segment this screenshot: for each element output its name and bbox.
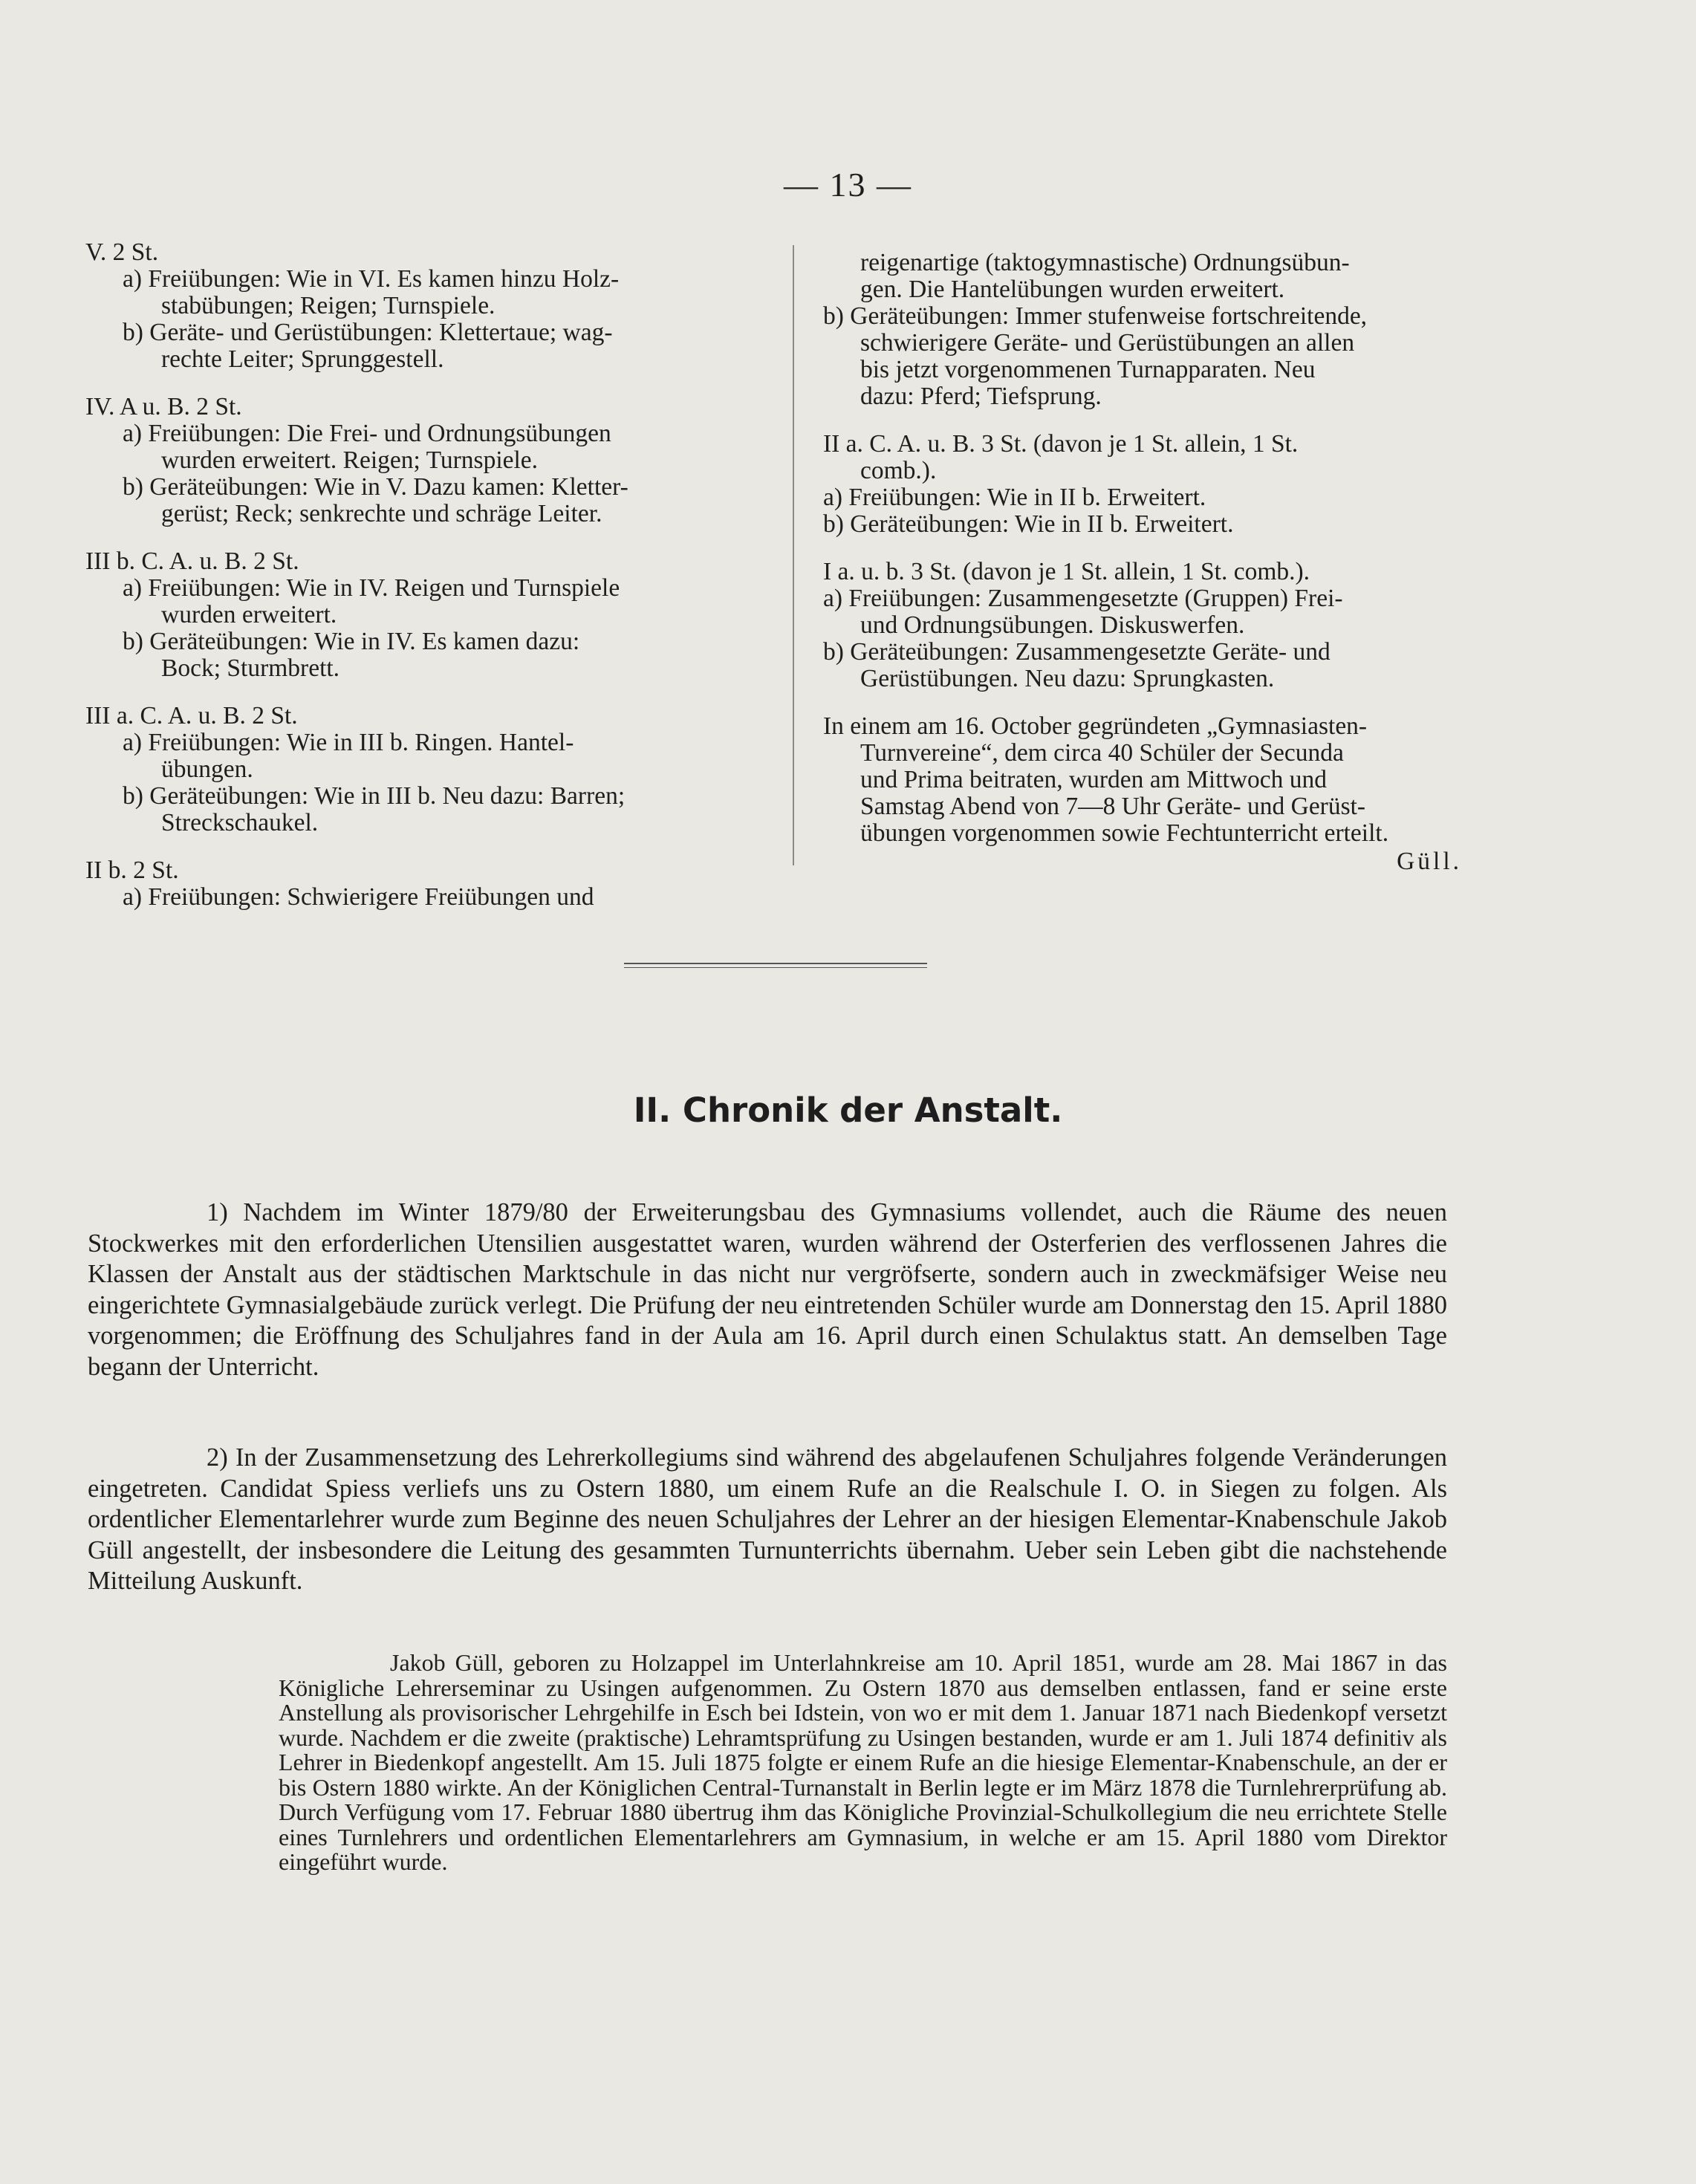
- signature: Güll.: [1397, 848, 1462, 875]
- note-line: übungen vorgenommen sowie Fechtunterricht erteilt.: [860, 819, 1389, 847]
- item-line: b) Geräteübungen: Wie in II b. Erweitert.: [823, 510, 1234, 538]
- section-heading: III b. C. A. u. B. 2 St.: [85, 547, 299, 575]
- item-line: und Ordnungsübungen. Diskuswerfen.: [860, 611, 1245, 639]
- class-section-ia: [823, 559, 1469, 692]
- note-line: Samstag Abend von 7—8 Uhr Geräte- und Gerüst-: [860, 793, 1366, 820]
- paragraph-text: 2) In der Zusammensetzung des Lehrerkollegiums sind während des abgelaufenen Schuljahres folgende Veränderungen eingetreten. Candidat Spiess verliefs uns zu Ostern 1880, um einem Rufe an die Realschule I. O. in Siegen zu folgen. Als ordentlicher Elementarlehrer wurde zum Beginne des neuen Schuljahres der Lehrer an der hiesigen Elementar-Knabenschule Jakob Güll angestellt, der insbesondere die Leitung des gesammten Turnunterrichts übernahm. Ueber sein Leben gibt die nachstehende Mitteilung Auskunft.: [88, 1443, 1447, 1595]
- note-line: und Prima beitraten, wurden am Mittwoch und: [860, 766, 1327, 793]
- item-line: b) Geräteübungen: Zusammengesetzte Geräte- und: [823, 638, 1331, 666]
- item-line: a) Freiübungen: Schwierigere Freiübungen und: [123, 883, 594, 911]
- item-line: a) Freiübungen: Wie in II b. Erweitert.: [823, 484, 1206, 511]
- chronicle-paragraph-2: [88, 1443, 1447, 1597]
- paragraph-text: 1) Nachdem im Winter 1879/80 der Erweiterungsbau des Gymnasiums vollendet, auch die Räume des neuen Stockwerkes mit den erforderlichen Utensilien ausgestattet waren, wurden während der Osterferien des verflossenen Jahres die Klassen der Anstalt aus der städtischen Marktschule in das nicht nur vergröfserte, sondern auch in zweckmäfsiger Weise neu eingerichtete Gymnasialgebäude zurück verlegt. Die Prüfung der neu eintretenden Schüler wurde am Donnerstag den 15. April 1880 vorgenommen; die Eröffnung des Schuljahres fand in der Aula am 16. April durch einen Schulaktus statt. An demselben Tage begann der Unterricht.: [88, 1198, 1447, 1381]
- note-line: Turnvereine“, dem circa 40 Schüler der Secunda: [860, 739, 1344, 767]
- item-line: rechte Leiter; Sprunggestell.: [161, 345, 444, 373]
- item-line: a) Freiübungen: Wie in IV. Reigen und Turnspiele: [123, 574, 620, 602]
- item-line: Gerüstübungen. Neu dazu: Sprungkasten.: [860, 665, 1275, 692]
- continuation-block: [823, 250, 1469, 410]
- section-heading: IV. A u. B. 2 St.: [85, 393, 242, 420]
- item-line: a) Freiübungen: Zusammengesetzte (Gruppen) Frei-: [823, 585, 1343, 612]
- item-line: gerüst; Reck; senkrechte und schräge Leiter.: [161, 500, 602, 527]
- item-line: reigenartige (taktogymnastische) Ordnungsübun-: [860, 249, 1350, 276]
- item-line: gen. Die Hantelübungen wurden erweitert.: [860, 276, 1285, 303]
- biography-paragraph: Jakob Güll, geboren zu Holzappel im Unterlahnkreise am 10. April 1851, wurde am 28. Mai 1867 in das Königliche Lehrerseminar zu Usingen aufgenommen. Zu Ostern 1870 aus demselben entlassen, fand er seine erste Anstellung als provisorischer Lehrgehilfe in Esch bei Idstein, von wo er mit dem 1. Januar 1871 nach Biedenkopf versetzt wurde. Nachdem er die zweite (praktische) Lehramtsprüfung zu Usingen bestanden, wurde er am 1. Juli 1874 definitiv als Lehrer in Biedenkopf angestellt. Am 15. Juli 1875 folgte er einem Rufe an die hiesige Elementar-Knabenschule, an der er bis Ostern 1880 wirkte. An der Königlichen Central-Turnanstalt in Berlin legte er im März 1878 die Turnlehrerprüfung ab. Durch Verfügung vom 17. Februar 1880 übertrug ihm das Königliche Provinzial-Schulkollegium die neu errichtete Stelle eines Turnlehrers und ordentlichen Elementarlehrers am Gymnasium, in welche er am 15. April 1880 vom Direktor eingeführt wurde.: [279, 1649, 1447, 1875]
- page-number: — 13 —: [784, 166, 912, 204]
- separator-rule-thin: [624, 967, 927, 968]
- left-column: [85, 239, 769, 932]
- item-line: a) Freiübungen: Die Frei- und Ordnungsübungen: [123, 420, 611, 447]
- item-line: bis jetzt vorgenommenen Turnapparaten. Neu: [860, 356, 1316, 383]
- item-line: a) Freiübungen: Wie in VI. Es kamen hinzu Holz-: [123, 265, 620, 293]
- item-line: stabübungen; Reigen; Turnspiele.: [161, 292, 496, 319]
- separator-rule: [624, 963, 927, 964]
- class-section-iia: [823, 431, 1469, 538]
- item-line: schwierigere Geräte- und Gerüstübungen an allen: [860, 329, 1355, 357]
- item-line: b) Geräteübungen: Wie in V. Dazu kamen: Kletter-: [123, 473, 628, 501]
- class-section-iv: [85, 394, 769, 527]
- class-section-v: [85, 239, 769, 373]
- item-line: übungen.: [161, 755, 253, 783]
- gymnastics-club-note: [823, 713, 1469, 875]
- chapter-title: II. Chronik der Anstalt.: [633, 1091, 1063, 1130]
- section-heading: I a. u. b. 3 St. (davon je 1 St. allein, 1 St. comb.).: [823, 558, 1310, 585]
- section-heading: II a. C. A. u. B. 3 St. (davon je 1 St. allein, 1 St.: [823, 430, 1299, 458]
- item-line: b) Geräte- und Gerüstübungen: Klettertaue; wag-: [123, 319, 613, 346]
- class-section-iiia: [85, 703, 769, 836]
- section-heading: III a. C. A. u. B. 2 St.: [85, 702, 298, 729]
- item-line: b) Geräteübungen: Immer stufenweise fortschreitende,: [823, 302, 1368, 330]
- section-heading: II b. 2 St.: [85, 857, 179, 884]
- item-line: dazu: Pferd; Tiefsprung.: [860, 383, 1102, 410]
- right-column: [823, 250, 1469, 875]
- item-line: a) Freiübungen: Wie in III b. Ringen. Hantel-: [123, 729, 574, 756]
- item-line: b) Geräteübungen: Wie in III b. Neu dazu: Barren;: [123, 782, 626, 810]
- item-line: wurden erweitert.: [161, 601, 337, 628]
- section-heading-cont: comb.).: [860, 457, 937, 484]
- section-heading: V. 2 St.: [85, 238, 159, 266]
- class-section-iib: [85, 857, 769, 911]
- item-line: Streckschaukel.: [161, 809, 319, 836]
- column-divider: [793, 245, 794, 865]
- item-line: b) Geräteübungen: Wie in IV. Es kamen dazu:: [123, 628, 580, 655]
- chronicle-paragraph-1: [88, 1197, 1447, 1382]
- class-section-iiib: [85, 548, 769, 682]
- item-line: Bock; Sturmbrett.: [161, 654, 340, 682]
- note-line: In einem am 16. October gegründeten „Gymnasiasten-: [823, 712, 1368, 740]
- item-line: wurden erweitert. Reigen; Turnspiele.: [161, 446, 539, 474]
